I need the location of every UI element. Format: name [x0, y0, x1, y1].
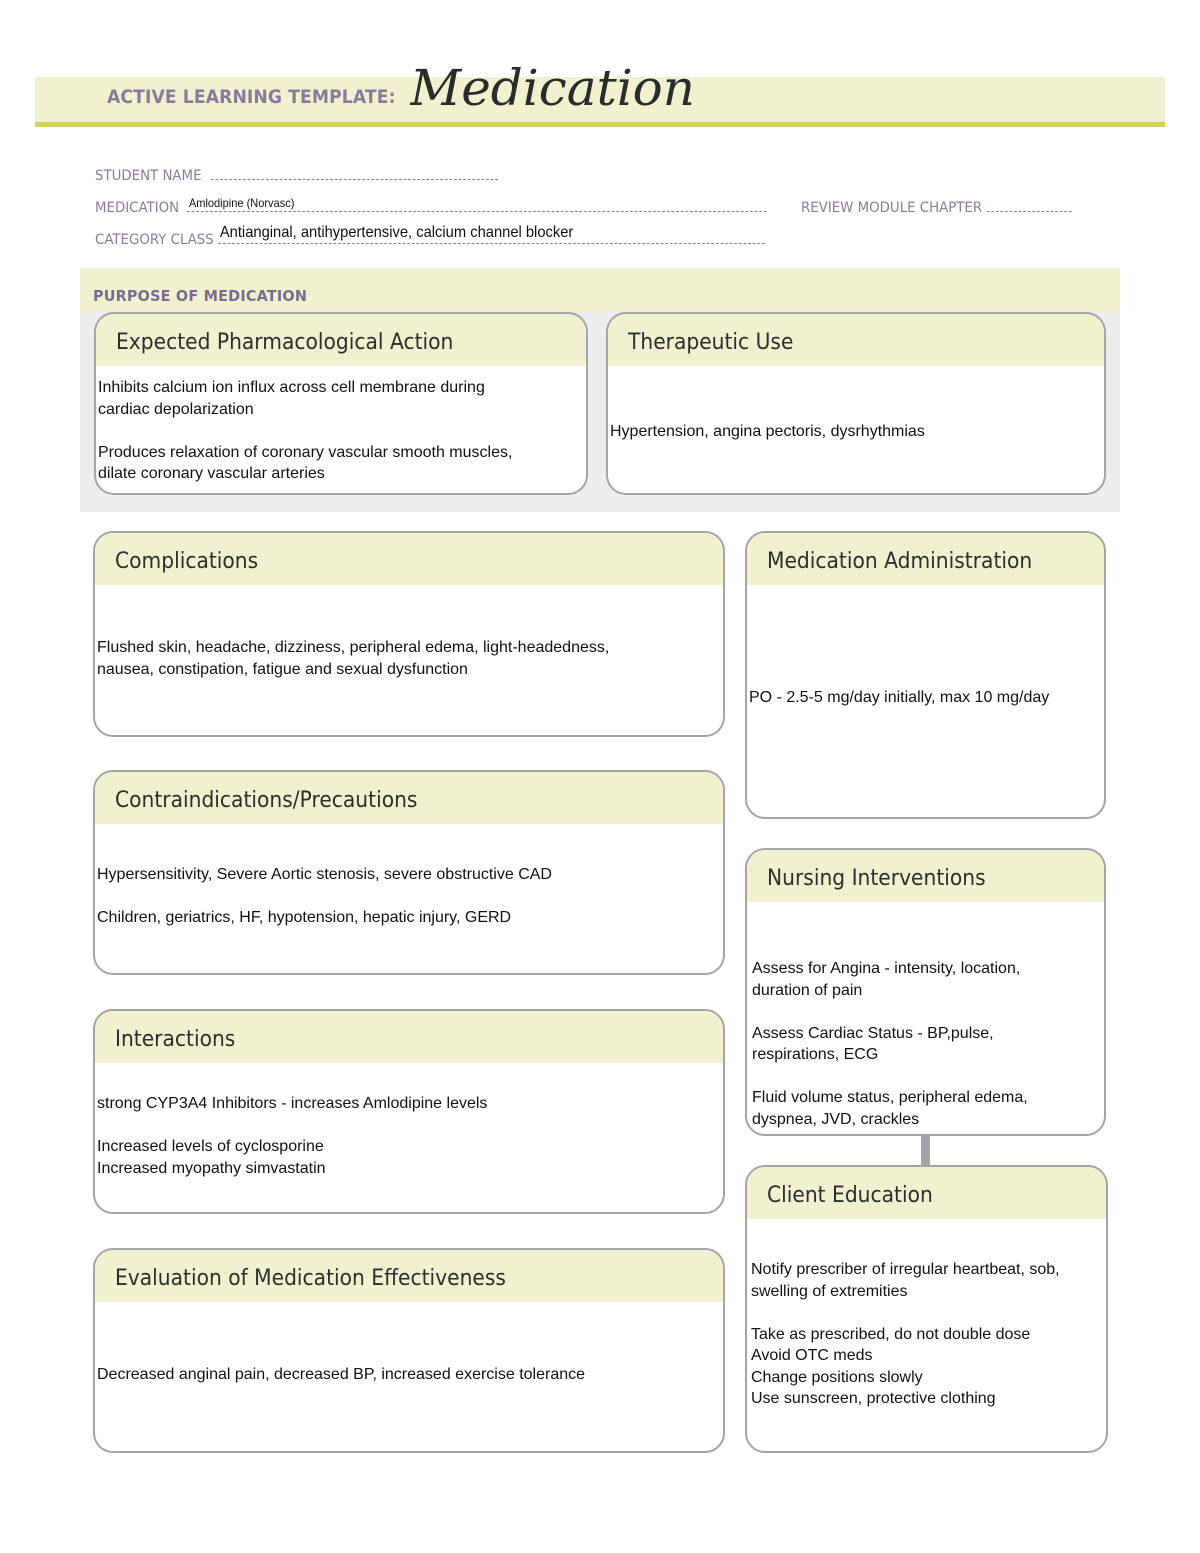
- contraindications-box: [93, 770, 725, 975]
- text-line: Change positions slowly: [751, 1368, 923, 1386]
- expected-action-title: Expected Pharmacological Action: [116, 330, 454, 355]
- medication-field: [95, 197, 767, 216]
- text-line: duration of pain: [752, 981, 863, 999]
- text-line: swelling of extremities: [751, 1282, 908, 1300]
- medication-input[interactable]: [187, 197, 767, 212]
- box-header: [96, 314, 586, 366]
- evaluation-text[interactable]: [97, 1364, 719, 1386]
- student-name-input[interactable]: [211, 165, 498, 180]
- medication-value: Amlodipine (Norvasc): [188, 196, 295, 210]
- medication-label: MEDICATION: [95, 200, 180, 216]
- connector: [921, 1135, 930, 1167]
- text-line: Increased levels of cyclosporine: [97, 1138, 324, 1155]
- category-class-label: CATEGORY CLASS: [95, 232, 214, 248]
- box-header: [95, 772, 723, 824]
- client-education-text[interactable]: [751, 1259, 1102, 1410]
- nursing-interventions-box: [745, 848, 1106, 1136]
- text-line: Decreased anginal pain, decreased BP, increased exercise tolerance: [97, 1366, 586, 1383]
- client-education-title: Client Education: [767, 1183, 933, 1208]
- complications-text[interactable]: [97, 637, 719, 680]
- review-module-label: REVIEW MODULE CHAPTER: [801, 200, 983, 216]
- review-module-field: [801, 197, 1071, 216]
- box-header: [95, 533, 723, 585]
- page-title: Medication: [410, 59, 695, 108]
- contraindications-text[interactable]: [97, 864, 719, 929]
- text-line: dilate coronary vascular arteries: [98, 465, 325, 482]
- text-line: Fluid volume status, peripheral edema,: [752, 1089, 1028, 1106]
- box-header: [747, 533, 1104, 585]
- interactions-title: Interactions: [115, 1027, 236, 1052]
- text-line: Use sunscreen, protective clothing: [751, 1390, 996, 1407]
- evaluation-title: Evaluation of Medication Effectiveness: [115, 1266, 506, 1291]
- interactions-text[interactable]: [97, 1093, 719, 1179]
- category-class-field: [95, 224, 764, 248]
- text-line: Hypersensitivity, Severe Aortic stenosis, severe obstructive CAD: [97, 866, 552, 883]
- nursing-interventions-title: Nursing Interventions: [767, 866, 986, 891]
- text-line: Take as prescribed, do not double dose: [751, 1325, 1031, 1343]
- medication-administration-title: Medication Administration: [767, 549, 1033, 574]
- interactions-box: [93, 1009, 725, 1214]
- client-education-box: [745, 1165, 1108, 1453]
- text-line: Assess for Angina - intensity, location,: [752, 960, 1021, 977]
- purpose-label: PURPOSE OF MEDICATION: [93, 287, 308, 305]
- medication-administration-box: [745, 531, 1106, 819]
- expected-action-text[interactable]: [98, 377, 582, 485]
- text-line: PO - 2.5-5 mg/day initially, max 10 mg/day: [749, 689, 1050, 706]
- box-header: [95, 1250, 723, 1302]
- text-line: Notify prescriber of irregular heartbeat, sob,: [751, 1261, 1060, 1278]
- box-header: [747, 1167, 1106, 1219]
- category-class-value: Antianginal, antihypertensive, calcium channel blocker: [219, 224, 574, 241]
- box-header: [747, 850, 1104, 902]
- text-line: Hypertension, angina pectoris, dysrhythmias: [610, 423, 925, 440]
- therapeutic-use-box: [606, 312, 1106, 495]
- text-line: dyspnea, JVD, crackles: [752, 1110, 920, 1128]
- text-line: Children, geriatrics, HF, hypotension, hepatic injury, GERD: [97, 909, 512, 926]
- text-line: Increased myopathy simvastatin: [97, 1159, 326, 1177]
- medication-administration-text[interactable]: [749, 687, 1100, 709]
- review-module-input[interactable]: [986, 197, 1071, 212]
- student-name-field: [95, 165, 498, 184]
- text-line: Avoid OTC meds: [751, 1347, 873, 1364]
- expected-action-box: [94, 312, 588, 495]
- complications-title: Complications: [115, 549, 259, 574]
- contraindications-title: Contraindications/Precautions: [115, 788, 418, 813]
- text-line: Flushed skin, headache, dizziness, peripheral edema, light-headedness,: [97, 639, 610, 656]
- text-line: cardiac depolarization: [98, 400, 254, 418]
- category-class-input[interactable]: [218, 224, 764, 244]
- evaluation-box: [93, 1248, 725, 1453]
- text-line: nausea, constipation, fatigue and sexual dysfunction: [97, 660, 468, 678]
- box-header: [608, 314, 1104, 366]
- header-rule: [35, 122, 1165, 127]
- text-line: Assess Cardiac Status - BP,pulse,: [752, 1024, 994, 1042]
- student-name-label: STUDENT NAME: [95, 168, 202, 184]
- box-header: [95, 1011, 723, 1063]
- therapeutic-use-title: Therapeutic Use: [628, 330, 794, 355]
- complications-box: [93, 531, 725, 737]
- therapeutic-use-text[interactable]: [610, 421, 1100, 443]
- text-line: Inhibits calcium ion influx across cell membrane during: [98, 379, 485, 396]
- text-line: Produces relaxation of coronary vascular smooth muscles,: [98, 443, 513, 461]
- template-label: ACTIVE LEARNING TEMPLATE:: [107, 87, 396, 108]
- nursing-interventions-text[interactable]: [752, 958, 1100, 1130]
- text-line: strong CYP3A4 Inhibitors - increases Amlodipine levels: [97, 1095, 488, 1112]
- text-line: respirations, ECG: [752, 1046, 879, 1063]
